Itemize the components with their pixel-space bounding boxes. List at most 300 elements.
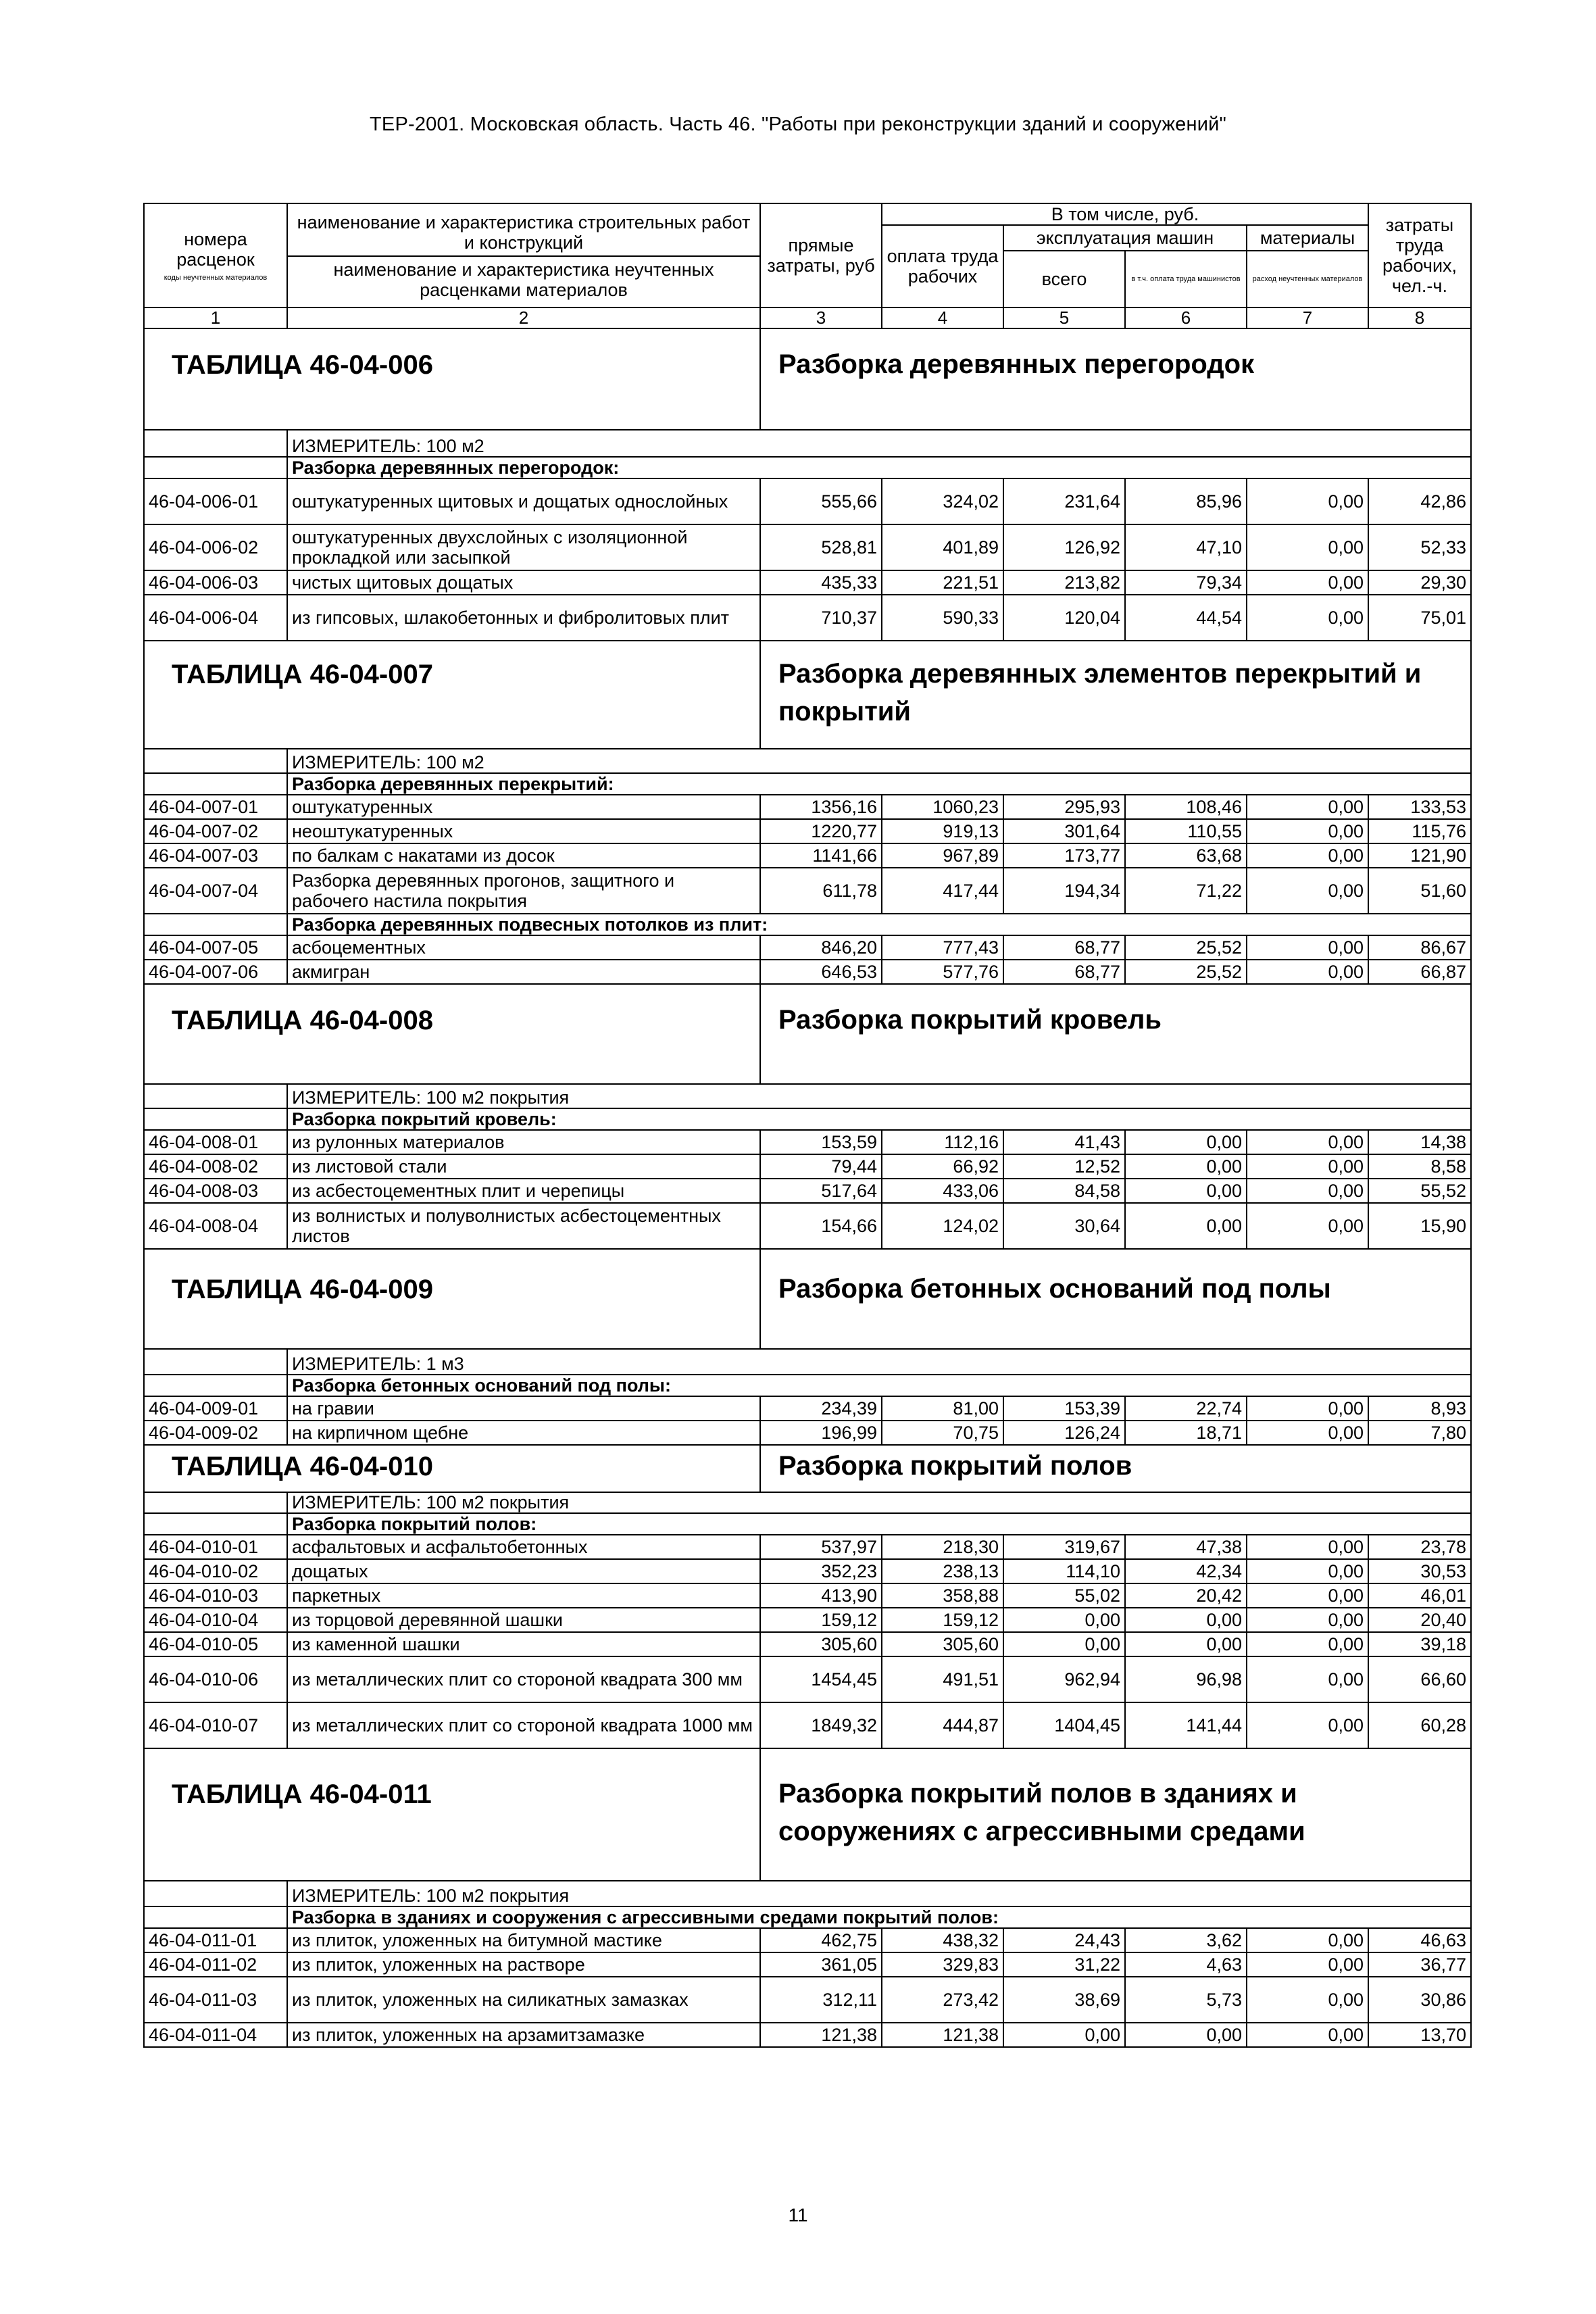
machinist-pay: 63,68 xyxy=(1125,843,1247,868)
table-title-row xyxy=(144,641,1471,749)
header-col6: в т.ч. оплата труда машинистов xyxy=(1125,251,1247,307)
rate-code: 46-04-007-01 xyxy=(144,795,287,819)
labor-pay: 70,75 xyxy=(882,1421,1003,1445)
table-row xyxy=(144,1977,1471,2023)
header-number: 4 xyxy=(882,307,1003,328)
machine-costs: 24,43 xyxy=(1003,1928,1125,1952)
machinist-pay: 71,22 xyxy=(1125,868,1247,914)
section-heading-cell xyxy=(287,1513,1471,1535)
direct-costs: 846,20 xyxy=(760,935,882,960)
rate-name: чистых щитовых дощатых xyxy=(287,570,760,595)
machinist-pay: 0,00 xyxy=(1125,1608,1247,1632)
table-id: ТАБЛИЦА 46-04-009 xyxy=(172,1275,433,1304)
rate-name: из металлических плит со стороной квадрата 1000 мм xyxy=(287,1702,760,1748)
measure-blank xyxy=(144,749,287,773)
section-heading-cell xyxy=(287,457,1471,478)
labor-hours: 66,60 xyxy=(1368,1656,1471,1702)
materials-costs: 0,00 xyxy=(1247,1421,1368,1445)
machinist-pay: 25,52 xyxy=(1125,935,1247,960)
labor-pay: 324,02 xyxy=(882,478,1003,524)
machinist-pay: 85,96 xyxy=(1125,478,1247,524)
labor-hours: 7,80 xyxy=(1368,1421,1471,1445)
labor-pay: 777,43 xyxy=(882,935,1003,960)
table-measure: ИЗМЕРИТЕЛЬ: 100 м2 покрытия xyxy=(292,1886,570,1906)
labor-pay: 66,92 xyxy=(882,1154,1003,1179)
table-title: Разборка покрытий кровель xyxy=(778,1005,1162,1035)
materials-costs: 0,00 xyxy=(1247,1632,1368,1656)
labor-pay: 491,51 xyxy=(882,1656,1003,1702)
direct-costs: 1454,45 xyxy=(760,1656,882,1702)
rate-name: на гравии xyxy=(287,1396,760,1421)
rate-code: 46-04-010-02 xyxy=(144,1559,287,1583)
table-measure-row xyxy=(144,430,1471,457)
table-row xyxy=(144,1179,1471,1203)
table-title: Разборка покрытий полов в зданиях и сооружениях с агрессивными средами xyxy=(778,1779,1305,1846)
machine-costs: 319,67 xyxy=(1003,1535,1125,1559)
labor-pay: 1060,23 xyxy=(882,795,1003,819)
table-row xyxy=(144,1632,1471,1656)
table-measure-row xyxy=(144,1349,1471,1375)
labor-pay: 273,42 xyxy=(882,1977,1003,2023)
section-blank xyxy=(144,1375,287,1396)
table-id-cell xyxy=(144,641,760,749)
rate-name: оштукатуренных xyxy=(287,795,760,819)
table-title-cell xyxy=(760,984,1471,1084)
labor-hours: 115,76 xyxy=(1368,819,1471,843)
materials-costs: 0,00 xyxy=(1247,595,1368,641)
direct-costs: 305,60 xyxy=(760,1632,882,1656)
direct-costs: 312,11 xyxy=(760,1977,882,2023)
header-number: 8 xyxy=(1368,307,1471,328)
rate-name: из рулонных материалов xyxy=(287,1130,760,1154)
direct-costs: 234,39 xyxy=(760,1396,882,1421)
section-blank xyxy=(144,1108,287,1130)
machine-costs: 0,00 xyxy=(1003,1608,1125,1632)
labor-hours: 30,53 xyxy=(1368,1559,1471,1583)
rate-code: 46-04-010-07 xyxy=(144,1702,287,1748)
table-title: Разборка деревянных элементов перекрытий и покрытий xyxy=(778,659,1422,727)
labor-pay: 577,76 xyxy=(882,960,1003,984)
table-row xyxy=(144,819,1471,843)
table-id: ТАБЛИЦА 46-04-007 xyxy=(172,660,433,689)
machinist-pay: 3,62 xyxy=(1125,1928,1247,1952)
machine-costs: 231,64 xyxy=(1003,478,1125,524)
table-row xyxy=(144,868,1471,914)
labor-pay: 401,89 xyxy=(882,524,1003,570)
materials-costs: 0,00 xyxy=(1247,1977,1368,2023)
machine-costs: 84,58 xyxy=(1003,1179,1125,1203)
materials-costs: 0,00 xyxy=(1247,570,1368,595)
rate-code: 46-04-010-05 xyxy=(144,1632,287,1656)
labor-hours: 55,52 xyxy=(1368,1179,1471,1203)
materials-costs: 0,00 xyxy=(1247,1535,1368,1559)
labor-hours: 20,40 xyxy=(1368,1608,1471,1632)
machinist-pay: 110,55 xyxy=(1125,819,1247,843)
direct-costs: 528,81 xyxy=(760,524,882,570)
rate-code: 46-04-006-01 xyxy=(144,478,287,524)
direct-costs: 361,05 xyxy=(760,1952,882,1977)
machine-costs: 962,94 xyxy=(1003,1656,1125,1702)
header-row-1 xyxy=(144,203,1471,225)
machine-costs: 12,52 xyxy=(1003,1154,1125,1179)
rate-name: из металлических плит со стороной квадрата 300 мм xyxy=(287,1656,760,1702)
page-number: 11 xyxy=(788,2205,808,2225)
machinist-pay: 5,73 xyxy=(1125,1977,1247,2023)
table-id-cell xyxy=(144,1445,760,1492)
header-number: 1 xyxy=(144,307,287,328)
labor-pay: 159,12 xyxy=(882,1608,1003,1632)
labor-pay: 590,33 xyxy=(882,595,1003,641)
section-blank xyxy=(144,914,287,935)
machine-costs: 153,39 xyxy=(1003,1396,1125,1421)
materials-costs: 0,00 xyxy=(1247,843,1368,868)
machinist-pay: 0,00 xyxy=(1125,1179,1247,1203)
direct-costs: 646,53 xyxy=(760,960,882,984)
materials-costs: 0,00 xyxy=(1247,1608,1368,1632)
table-row xyxy=(144,1559,1471,1583)
table-id-cell xyxy=(144,984,760,1084)
measure-cell xyxy=(287,430,1471,457)
materials-costs: 0,00 xyxy=(1247,2023,1368,2047)
section-heading: Разборка деревянных перекрытий: xyxy=(292,773,614,794)
section-heading-row xyxy=(144,773,1471,795)
rate-name: из плиток, уложенных на силикатных замазках xyxy=(287,1977,760,2023)
rate-code: 46-04-009-02 xyxy=(144,1421,287,1445)
labor-pay: 238,13 xyxy=(882,1559,1003,1583)
table-id: ТАБЛИЦА 46-04-011 xyxy=(172,1779,432,1809)
labor-hours: 39,18 xyxy=(1368,1632,1471,1656)
table-measure-row xyxy=(144,1084,1471,1108)
rate-name: из плиток, уложенных на арзамитзамазке xyxy=(287,2023,760,2047)
machine-costs: 68,77 xyxy=(1003,935,1125,960)
table-row xyxy=(144,1203,1471,1249)
table-id-cell xyxy=(144,328,760,430)
machinist-pay: 108,46 xyxy=(1125,795,1247,819)
labor-hours: 133,53 xyxy=(1368,795,1471,819)
section-heading-cell xyxy=(287,1108,1471,1130)
table-row xyxy=(144,595,1471,641)
materials-costs: 0,00 xyxy=(1247,478,1368,524)
rate-name: дощатых xyxy=(287,1559,760,1583)
labor-hours: 29,30 xyxy=(1368,570,1471,595)
measure-blank xyxy=(144,1084,287,1108)
table-row xyxy=(144,478,1471,524)
materials-costs: 0,00 xyxy=(1247,868,1368,914)
header-number: 3 xyxy=(760,307,882,328)
table-measure-row xyxy=(144,749,1471,773)
labor-hours: 46,63 xyxy=(1368,1928,1471,1952)
table-title-row xyxy=(144,328,1471,430)
section-heading: Разборка бетонных оснований под полы: xyxy=(292,1375,671,1396)
materials-costs: 0,00 xyxy=(1247,1656,1368,1702)
rate-code: 46-04-008-03 xyxy=(144,1179,287,1203)
machinist-pay: 141,44 xyxy=(1125,1702,1247,1748)
materials-costs: 0,00 xyxy=(1247,795,1368,819)
direct-costs: 352,23 xyxy=(760,1559,882,1583)
measure-blank xyxy=(144,430,287,457)
measure-cell xyxy=(287,1084,1471,1108)
labor-hours: 121,90 xyxy=(1368,843,1471,868)
rate-name: Разборка деревянных прогонов, защитного и рабочего настила покрытия xyxy=(287,868,760,914)
table-row xyxy=(144,1608,1471,1632)
rate-code: 46-04-009-01 xyxy=(144,1396,287,1421)
direct-costs: 710,37 xyxy=(760,595,882,641)
materials-costs: 0,00 xyxy=(1247,1928,1368,1952)
direct-costs: 154,66 xyxy=(760,1203,882,1249)
materials-costs: 0,00 xyxy=(1247,1583,1368,1608)
rate-name: из плиток, уложенных на растворе xyxy=(287,1952,760,1977)
direct-costs: 517,64 xyxy=(760,1179,882,1203)
table-row xyxy=(144,1396,1471,1421)
machine-costs: 126,92 xyxy=(1003,524,1125,570)
rate-name: асбоцементных xyxy=(287,935,760,960)
section-heading-row xyxy=(144,1906,1471,1928)
materials-costs: 0,00 xyxy=(1247,524,1368,570)
direct-costs: 537,97 xyxy=(760,1535,882,1559)
header-materials: материалы xyxy=(1247,225,1368,251)
table-title-cell xyxy=(760,1249,1471,1349)
rate-code: 46-04-011-01 xyxy=(144,1928,287,1952)
section-blank xyxy=(144,457,287,478)
section-heading-cell xyxy=(287,914,1471,935)
machinist-pay: 44,54 xyxy=(1125,595,1247,641)
labor-hours: 51,60 xyxy=(1368,868,1471,914)
section-heading-row xyxy=(144,914,1471,935)
rate-code: 46-04-006-02 xyxy=(144,524,287,570)
header-col2-top: наименование и характеристика строительных работ и конструкций xyxy=(288,211,759,257)
section-heading: Разборка деревянных перегородок: xyxy=(292,457,620,478)
table-row xyxy=(144,570,1471,595)
section-heading: Разборка покрытий кровель: xyxy=(292,1108,557,1129)
labor-pay: 329,83 xyxy=(882,1952,1003,1977)
labor-hours: 75,01 xyxy=(1368,595,1471,641)
direct-costs: 1356,16 xyxy=(760,795,882,819)
table-id-cell xyxy=(144,1748,760,1881)
machine-costs: 30,64 xyxy=(1003,1203,1125,1249)
table-title: Разборка бетонных оснований под полы xyxy=(778,1274,1331,1304)
machine-costs: 55,02 xyxy=(1003,1583,1125,1608)
materials-costs: 0,00 xyxy=(1247,1179,1368,1203)
materials-costs: 0,00 xyxy=(1247,1130,1368,1154)
machine-costs: 0,00 xyxy=(1003,2023,1125,2047)
header-col2-bottom: наименование и характеристика неучтенных расценками материалов xyxy=(333,260,714,300)
table-measure: ИЗМЕРИТЕЛЬ: 100 м2 покрытия xyxy=(292,1087,570,1108)
table-row xyxy=(144,1421,1471,1445)
table-title: Разборка деревянных перегородок xyxy=(778,349,1255,379)
rate-code: 46-04-008-04 xyxy=(144,1203,287,1249)
direct-costs: 1141,66 xyxy=(760,843,882,868)
rate-code: 46-04-007-05 xyxy=(144,935,287,960)
machine-costs: 31,22 xyxy=(1003,1952,1125,1977)
labor-pay: 919,13 xyxy=(882,819,1003,843)
table-row xyxy=(144,1535,1471,1559)
table-title-row xyxy=(144,1249,1471,1349)
header-col3: прямые затраты, руб xyxy=(760,203,882,307)
rate-code: 46-04-007-02 xyxy=(144,819,287,843)
labor-pay: 444,87 xyxy=(882,1702,1003,1748)
materials-costs: 0,00 xyxy=(1247,935,1368,960)
labor-pay: 433,06 xyxy=(882,1179,1003,1203)
section-heading-cell xyxy=(287,773,1471,795)
labor-pay: 221,51 xyxy=(882,570,1003,595)
table-id: ТАБЛИЦА 46-04-008 xyxy=(172,1006,433,1035)
machine-costs: 114,10 xyxy=(1003,1559,1125,1583)
header-col2 xyxy=(287,203,760,307)
machine-costs: 68,77 xyxy=(1003,960,1125,984)
machinist-pay: 96,98 xyxy=(1125,1656,1247,1702)
machine-costs: 301,64 xyxy=(1003,819,1125,843)
labor-hours: 86,67 xyxy=(1368,935,1471,960)
table-row xyxy=(144,1952,1471,1977)
machinist-pay: 0,00 xyxy=(1125,1154,1247,1179)
direct-costs: 121,38 xyxy=(760,2023,882,2047)
direct-costs: 462,75 xyxy=(760,1928,882,1952)
measure-blank xyxy=(144,1881,287,1906)
direct-costs: 159,12 xyxy=(760,1608,882,1632)
measure-cell xyxy=(287,1881,1471,1906)
machinist-pay: 47,10 xyxy=(1125,524,1247,570)
materials-costs: 0,00 xyxy=(1247,1203,1368,1249)
materials-costs: 0,00 xyxy=(1247,1154,1368,1179)
measure-cell xyxy=(287,1492,1471,1513)
labor-hours: 8,58 xyxy=(1368,1154,1471,1179)
machine-costs: 295,93 xyxy=(1003,795,1125,819)
rate-code: 46-04-008-01 xyxy=(144,1130,287,1154)
section-heading-row xyxy=(144,457,1471,478)
rate-code: 46-04-007-06 xyxy=(144,960,287,984)
labor-pay: 121,38 xyxy=(882,2023,1003,2047)
direct-costs: 555,66 xyxy=(760,478,882,524)
section-heading-row xyxy=(144,1513,1471,1535)
table-title-row xyxy=(144,1748,1471,1881)
machinist-pay: 18,71 xyxy=(1125,1421,1247,1445)
rate-name: из листовой стали xyxy=(287,1154,760,1179)
machine-costs: 194,34 xyxy=(1003,868,1125,914)
section-heading-row xyxy=(144,1375,1471,1396)
rate-name: из асбестоцементных плит и черепицы xyxy=(287,1179,760,1203)
rate-name: асфальтовых и асфальтобетонных xyxy=(287,1535,760,1559)
labor-hours: 30,86 xyxy=(1368,1977,1471,2023)
labor-pay: 112,16 xyxy=(882,1130,1003,1154)
direct-costs: 1220,77 xyxy=(760,819,882,843)
rate-code: 46-04-008-02 xyxy=(144,1154,287,1179)
header-in-total: В том числе, руб. xyxy=(882,203,1368,225)
header-col7: расход неучтенных материалов xyxy=(1247,251,1368,307)
labor-hours: 15,90 xyxy=(1368,1203,1471,1249)
table-id-cell xyxy=(144,1249,760,1349)
rate-name: из каменной шашки xyxy=(287,1632,760,1656)
machinist-pay: 20,42 xyxy=(1125,1583,1247,1608)
rate-code: 46-04-010-06 xyxy=(144,1656,287,1702)
section-heading: Разборка покрытий полов: xyxy=(292,1513,537,1534)
direct-costs: 435,33 xyxy=(760,570,882,595)
rate-name: из торцовой деревянной шашки xyxy=(287,1608,760,1632)
header-col5: всего xyxy=(1003,251,1125,307)
labor-pay: 358,88 xyxy=(882,1583,1003,1608)
table-row xyxy=(144,843,1471,868)
machinist-pay: 0,00 xyxy=(1125,2023,1247,2047)
materials-costs: 0,00 xyxy=(1247,819,1368,843)
labor-hours: 42,86 xyxy=(1368,478,1471,524)
table-row xyxy=(144,1130,1471,1154)
rate-code: 46-04-011-03 xyxy=(144,1977,287,2023)
table-id: ТАБЛИЦА 46-04-010 xyxy=(172,1452,433,1481)
materials-costs: 0,00 xyxy=(1247,1952,1368,1977)
header-col1-top: номера расценок xyxy=(176,228,255,270)
rate-name: из волнистых и полуволнистых асбестоцементных листов xyxy=(287,1203,760,1249)
table-row xyxy=(144,1583,1471,1608)
rate-code: 46-04-010-03 xyxy=(144,1583,287,1608)
section-heading-cell xyxy=(287,1375,1471,1396)
header-number: 2 xyxy=(287,307,760,328)
rate-code: 46-04-010-01 xyxy=(144,1535,287,1559)
section-heading-row xyxy=(144,1108,1471,1130)
page-title: ТЕР-2001. Московская область. Часть 46. "Работы при реконструкции зданий и сооружений" xyxy=(369,114,1226,135)
machine-costs: 41,43 xyxy=(1003,1130,1125,1154)
machinist-pay: 25,52 xyxy=(1125,960,1247,984)
header-number: 6 xyxy=(1125,307,1247,328)
table-title: Разборка покрытий полов xyxy=(778,1451,1132,1481)
machine-costs: 0,00 xyxy=(1003,1632,1125,1656)
rate-name: оштукатуренных щитовых и дощатых однослойных xyxy=(287,478,760,524)
rate-name: из плиток, уложенных на битумной мастике xyxy=(287,1928,760,1952)
measure-blank xyxy=(144,1349,287,1375)
rate-name: акмигран xyxy=(287,960,760,984)
table-row xyxy=(144,795,1471,819)
direct-costs: 413,90 xyxy=(760,1583,882,1608)
materials-costs: 0,00 xyxy=(1247,960,1368,984)
rate-name: на кирпичном щебне xyxy=(287,1421,760,1445)
table-title-cell xyxy=(760,1445,1471,1492)
labor-hours: 23,78 xyxy=(1368,1535,1471,1559)
labor-hours: 14,38 xyxy=(1368,1130,1471,1154)
rates-table xyxy=(143,203,1472,2048)
machine-costs: 213,82 xyxy=(1003,570,1125,595)
labor-hours: 52,33 xyxy=(1368,524,1471,570)
section-blank xyxy=(144,773,287,795)
rate-name: оштукатуренных двухслойных с изоляционной прокладкой или засыпкой xyxy=(287,524,760,570)
header-number: 7 xyxy=(1247,307,1368,328)
rate-code: 46-04-006-03 xyxy=(144,570,287,595)
labor-hours: 60,28 xyxy=(1368,1702,1471,1748)
machine-costs: 1404,45 xyxy=(1003,1702,1125,1748)
materials-costs: 0,00 xyxy=(1247,1702,1368,1748)
table-measure: ИЗМЕРИТЕЛЬ: 1 м3 xyxy=(292,1354,464,1374)
table-measure-row xyxy=(144,1492,1471,1513)
machinist-pay: 42,34 xyxy=(1125,1559,1247,1583)
table-id: ТАБЛИЦА 46-04-006 xyxy=(172,350,433,380)
table-row xyxy=(144,1702,1471,1748)
header-number: 5 xyxy=(1003,307,1125,328)
table-measure-row xyxy=(144,1881,1471,1906)
direct-costs: 153,59 xyxy=(760,1130,882,1154)
rate-code: 46-04-006-04 xyxy=(144,595,287,641)
machinist-pay: 47,38 xyxy=(1125,1535,1247,1559)
machinist-pay: 0,00 xyxy=(1125,1203,1247,1249)
machine-costs: 120,04 xyxy=(1003,595,1125,641)
labor-pay: 218,30 xyxy=(882,1535,1003,1559)
table-title-cell xyxy=(760,328,1471,430)
rate-name: из гипсовых, шлакобетонных и фибролитовых плит xyxy=(287,595,760,641)
direct-costs: 79,44 xyxy=(760,1154,882,1179)
machinist-pay: 0,00 xyxy=(1125,1130,1247,1154)
machinist-pay: 22,74 xyxy=(1125,1396,1247,1421)
labor-hours: 66,87 xyxy=(1368,960,1471,984)
table-row xyxy=(144,524,1471,570)
measure-blank xyxy=(144,1492,287,1513)
rate-code: 46-04-007-04 xyxy=(144,868,287,914)
header-machines: эксплуатация машин xyxy=(1003,225,1247,251)
